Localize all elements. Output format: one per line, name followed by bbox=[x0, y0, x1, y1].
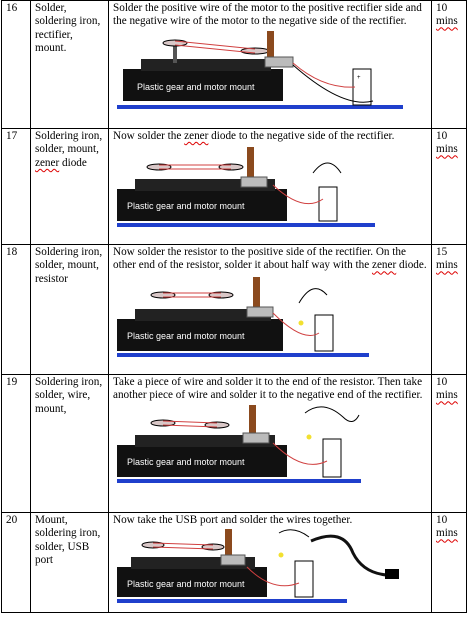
table-row bbox=[2, 245, 467, 375]
rectifier bbox=[319, 187, 337, 221]
rectifier bbox=[323, 439, 341, 477]
step-time: 10 mins bbox=[432, 375, 467, 513]
step-tools: Solder, soldering iron, rectifier, mount. bbox=[31, 1, 109, 129]
usb-port bbox=[385, 569, 399, 579]
zener-diode bbox=[313, 163, 341, 173]
base-plate bbox=[117, 353, 369, 357]
step-instructions bbox=[109, 375, 432, 513]
belt bbox=[175, 41, 255, 49]
wire bbox=[279, 530, 309, 537]
step-tools: Soldering iron, solder, mount, resistor bbox=[31, 245, 109, 375]
wire bbox=[305, 407, 359, 422]
motor-gear bbox=[243, 433, 269, 443]
assembly-illustration bbox=[113, 143, 403, 229]
step-instructions bbox=[109, 129, 432, 245]
step-number: 20 bbox=[2, 513, 31, 613]
step-time: 10 mins bbox=[432, 129, 467, 245]
resistor bbox=[307, 434, 312, 439]
step-tools: Mount, soldering iron, solder, USB port bbox=[31, 513, 109, 613]
step-number: 16 bbox=[2, 1, 31, 129]
step-time: 15 mins bbox=[432, 245, 467, 375]
mount-label: Plastic gear and motor mount bbox=[127, 579, 245, 590]
step-tools: Soldering iron, solder, wire, mount, bbox=[31, 375, 109, 513]
table-row bbox=[2, 1, 467, 129]
svg-text:+: + bbox=[357, 74, 361, 81]
step-text: Take a piece of wire and solder it to the end of the resistor. Then take another piece of wire and solder it to the negative end of the rectifier. bbox=[113, 376, 423, 402]
motor-gear bbox=[221, 555, 245, 565]
step-text: Now solder the resistor to the positive side of the rectifier. On the other end of the resistor, solder it about half way with the zener diode. bbox=[113, 246, 427, 272]
rectifier bbox=[295, 561, 313, 597]
mount-label: Plastic gear and motor mount bbox=[127, 456, 245, 467]
base-plate bbox=[117, 479, 361, 483]
motor-gear bbox=[247, 307, 273, 317]
instructions-table bbox=[1, 0, 467, 613]
step-text: Now solder the zener diode to the negative side of the rectifier. bbox=[113, 130, 395, 142]
dowel bbox=[247, 147, 254, 181]
assembly-illustration bbox=[113, 273, 403, 359]
base-plate bbox=[117, 223, 375, 227]
table-row bbox=[2, 513, 467, 613]
step-number: 18 bbox=[2, 245, 31, 375]
base-plate bbox=[117, 105, 403, 109]
mount-label: Plastic gear and motor mount bbox=[127, 201, 245, 212]
step-instructions bbox=[109, 245, 432, 375]
mount-label: Plastic gear and motor mount bbox=[127, 330, 245, 341]
zener-diode bbox=[299, 288, 327, 302]
resistor bbox=[279, 553, 284, 558]
base-plate bbox=[117, 599, 347, 603]
rectifier bbox=[353, 69, 371, 105]
resistor bbox=[299, 320, 304, 325]
motor-gear bbox=[241, 177, 267, 187]
assembly-illustration bbox=[113, 29, 403, 111]
step-number: 19 bbox=[2, 375, 31, 513]
dowel bbox=[253, 277, 260, 311]
mount-top bbox=[141, 59, 271, 71]
table-row bbox=[2, 375, 467, 513]
step-text: Now take the USB port and solder the wires together. bbox=[113, 514, 353, 526]
step-text: Solder the positive wire of the motor to the positive rectifier side and the negative wire of the motor to the negative side of the rectifier. bbox=[113, 2, 422, 28]
step-instructions bbox=[109, 1, 432, 129]
usb-cable bbox=[311, 537, 387, 576]
step-number: 17 bbox=[2, 129, 31, 245]
step-tools: Soldering iron, solder, mount, zener diode bbox=[31, 129, 109, 245]
wire bbox=[293, 63, 355, 87]
motor-gear bbox=[265, 57, 293, 67]
rectifier bbox=[315, 315, 333, 351]
table-row bbox=[2, 129, 467, 245]
assembly-illustration bbox=[113, 403, 403, 485]
step-time: 10 mins bbox=[432, 1, 467, 129]
step-time: 10 mins bbox=[432, 513, 467, 613]
assembly-illustration bbox=[113, 527, 403, 607]
step-instructions bbox=[109, 513, 432, 613]
mount-label: Plastic gear and motor mount bbox=[137, 81, 255, 92]
